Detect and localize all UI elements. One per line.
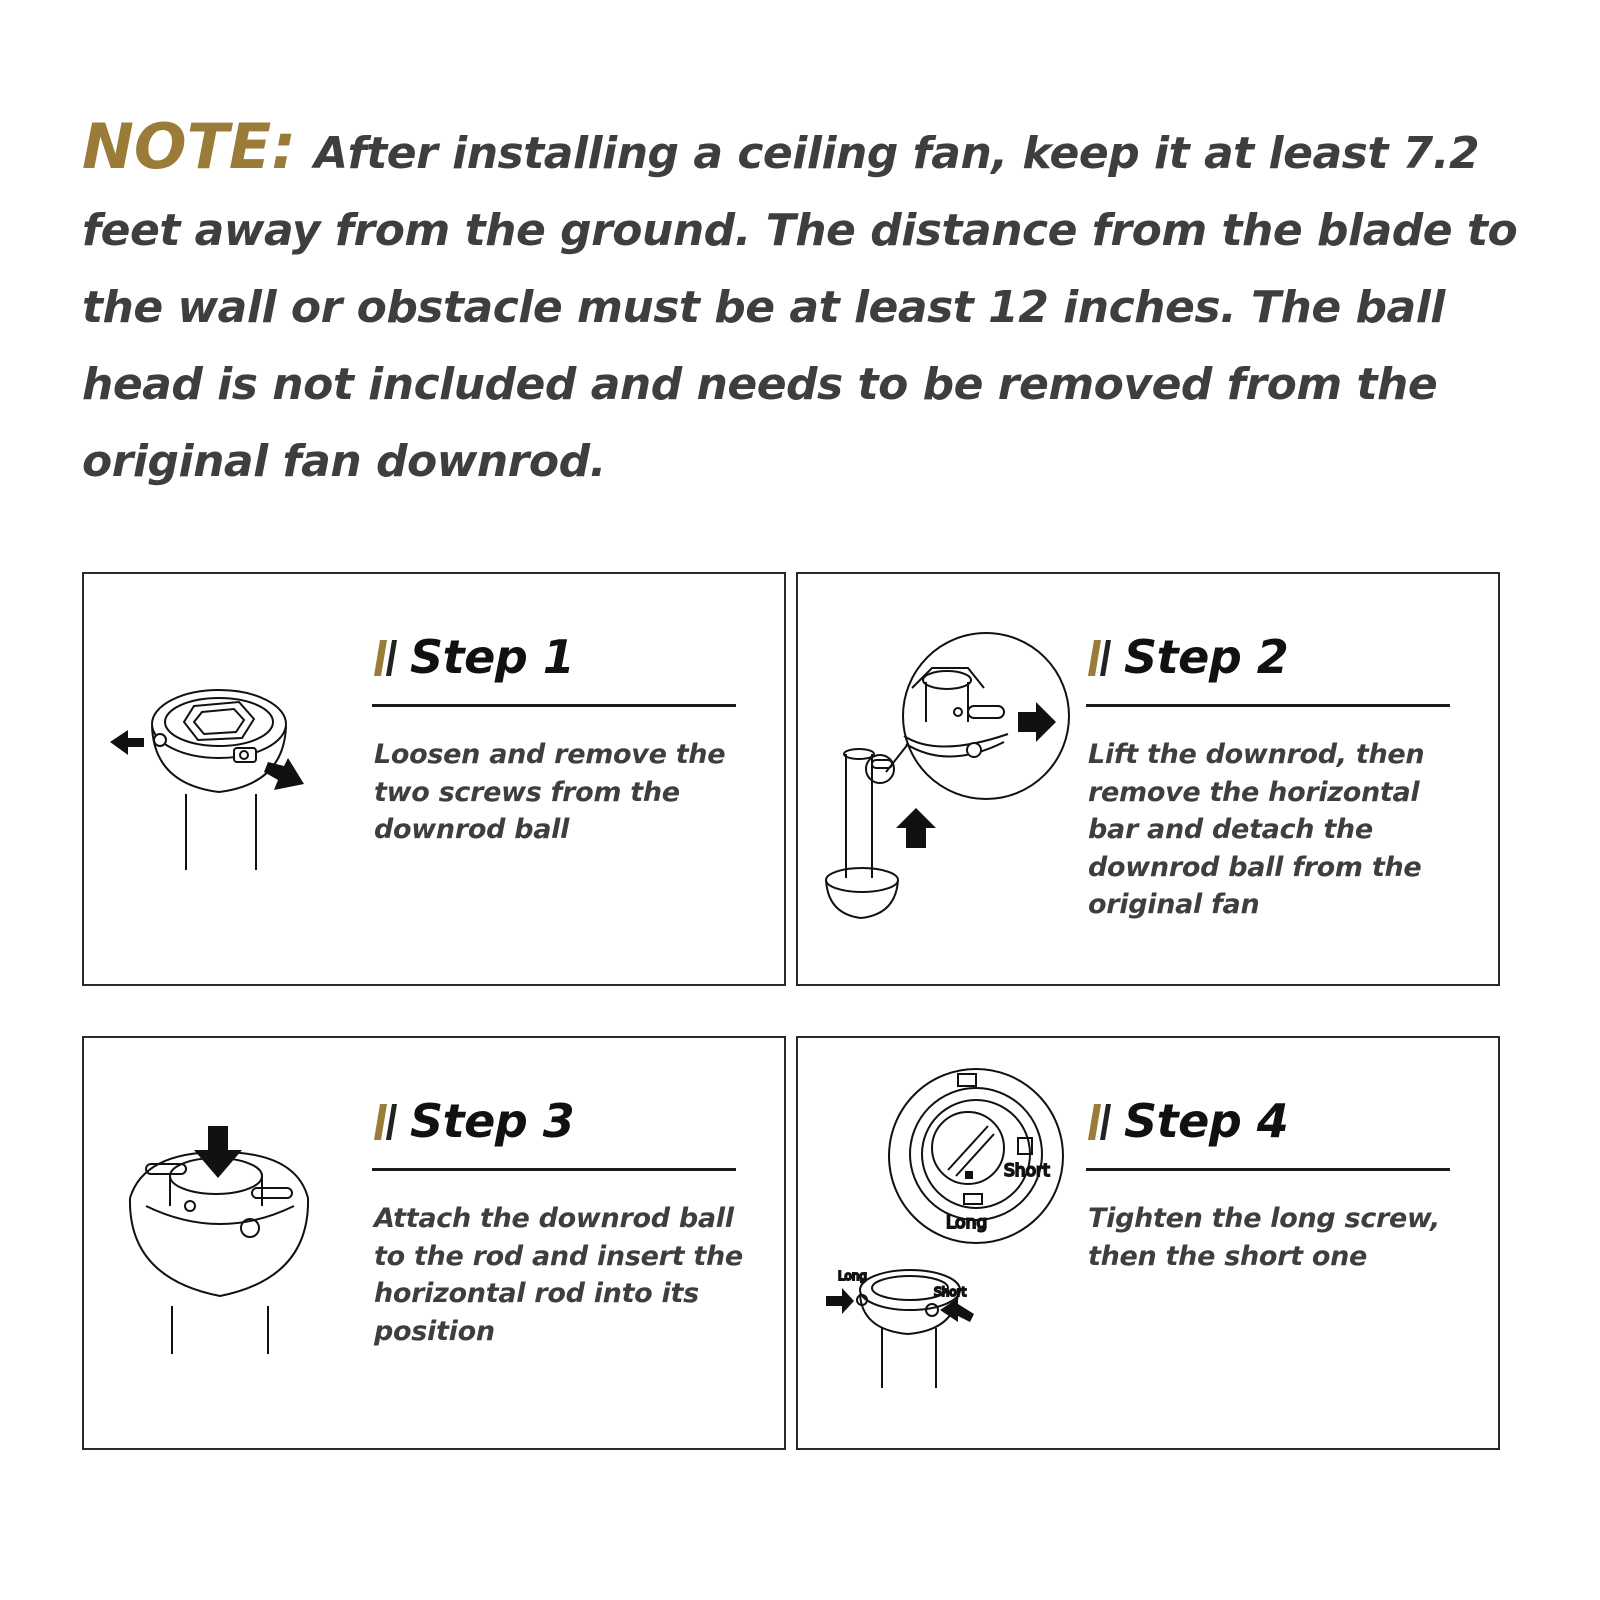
step-divider: [372, 704, 736, 707]
attach-downrod-ball-illustration: [104, 1078, 364, 1408]
short-label-large: Short: [1004, 1161, 1050, 1181]
long-label-small: Long: [838, 1269, 868, 1283]
note-text: After installing a ceiling fan, keep it at least 7.2 feet away from the ground. The distance from the blade to the wall or obstacle must be at least 12 inches. The ball head is not included and needs to be removed from the original fan downrod.: [82, 128, 1518, 487]
note-paragraph: [82, 108, 1522, 500]
short-label-small: Short: [934, 1285, 967, 1299]
step-header-3: [372, 1094, 574, 1148]
long-label-large: Long: [946, 1213, 988, 1233]
step-title: Step 1: [410, 630, 575, 684]
step-header-4: [1086, 1094, 1288, 1148]
step-description: Attach the downrod ball to the rod and insert the horizontal rod into its position: [374, 1203, 743, 1347]
step-card-2: [796, 572, 1500, 986]
step-card-1: [82, 572, 786, 986]
tighten-screws-illustration: [808, 1058, 1088, 1398]
step-header-1: [372, 630, 574, 684]
step-divider: [1086, 704, 1450, 707]
step-accent-bars-icon: [372, 1098, 406, 1144]
step-description: Tighten the long screw, then the short one: [1088, 1203, 1440, 1272]
downrod-ball-screws-illustration: [94, 614, 354, 944]
lift-downrod-illustration: [808, 624, 1088, 954]
note-label: NOTE:: [82, 110, 297, 183]
step-card-3: [82, 1036, 786, 1450]
step-accent-bars-icon: [1086, 634, 1120, 680]
step-header-2: [1086, 630, 1288, 684]
step-card-4: [796, 1036, 1500, 1450]
step-description: Lift the downrod, then remove the horizontal bar and detach the downrod ball from the original fan: [1088, 739, 1425, 920]
step-accent-bars-icon: [1086, 1098, 1120, 1144]
step-accent-bars-icon: [372, 634, 406, 680]
step-divider: [372, 1168, 736, 1171]
step-title: Step 2: [1124, 630, 1289, 684]
step-title: Step 4: [1124, 1094, 1289, 1148]
step-title: Step 3: [410, 1094, 575, 1148]
step-description: Loosen and remove the two screws from the downrod ball: [374, 739, 726, 845]
step-divider: [1086, 1168, 1450, 1171]
